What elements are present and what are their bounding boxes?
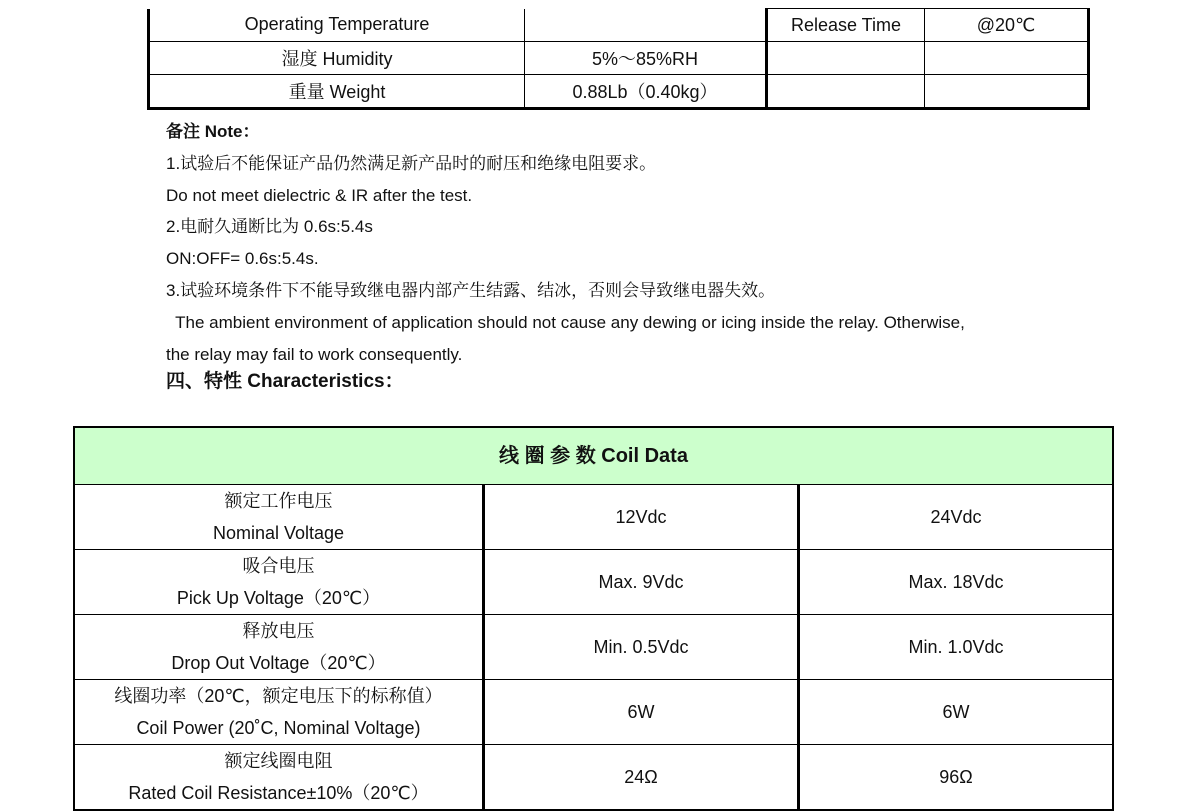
note-line: The ambient environment of application should not cause any dewing or icing inside the relay. Otherwise,: [166, 312, 965, 332]
table-row: [74, 745, 1113, 811]
table-header-row: [74, 427, 1113, 485]
spec-label: Operating Temperature: [149, 9, 525, 42]
coil-param-label: [74, 550, 484, 615]
value-24v: Max. 18Vdc: [799, 550, 1114, 615]
spec-value: [525, 9, 767, 42]
table-row: [74, 485, 1113, 550]
label-en: Coil Power (20˚C, Nominal Voltage): [136, 718, 421, 738]
value-12v: Min. 0.5Vdc: [484, 615, 799, 680]
table-row: [74, 615, 1113, 680]
note-line: 3.试验环境条件下不能导致继电器内部产生结露、结冰，否则会导致继电器失效。: [166, 280, 776, 300]
note-line: Do not meet dielectric & IR after the test.: [166, 185, 473, 205]
value-12v: 24Ω: [484, 745, 799, 811]
table-row: [149, 9, 1089, 42]
table-row: [74, 550, 1113, 615]
value-12v: 12Vdc: [484, 485, 799, 550]
label-cn: 吸合电压: [242, 556, 315, 576]
note-line: the relay may fail to work consequently.: [166, 344, 463, 364]
coil-param-label: [74, 680, 484, 745]
value-24v: 96Ω: [799, 745, 1114, 811]
spec-label: 湿度 Humidity: [149, 42, 525, 75]
spec-label: [767, 42, 925, 75]
value-24v: 6W: [799, 680, 1114, 745]
label-cn: 额定线圈电阻: [224, 751, 333, 771]
spec-value: [925, 42, 1089, 75]
section-heading: 四、特性 Characteristics：: [166, 371, 404, 392]
notes-section: [166, 116, 965, 370]
value-12v: Max. 9Vdc: [484, 550, 799, 615]
spec-value: @20℃: [925, 9, 1089, 42]
value-24v: 24Vdc: [799, 485, 1114, 550]
label-en: Rated Coil Resistance±10%（20℃）: [128, 783, 429, 803]
label-cn: 释放电压: [242, 621, 315, 641]
note-line: 2.电耐久通断比为 0.6s:5.4s: [166, 217, 373, 237]
label-en: Drop Out Voltage（20℃）: [171, 653, 386, 673]
coil-param-label: [74, 745, 484, 811]
table-row: [149, 75, 1089, 109]
spec-value: [925, 75, 1089, 109]
coil-data-table: [73, 426, 1114, 811]
spec-table: [147, 8, 1090, 110]
note-line: 1.试验后不能保证产品仍然满足新产品时的耐压和绝缘电阻要求。: [166, 153, 657, 173]
note-line: ON:OFF= 0.6s:5.4s.: [166, 249, 319, 269]
label-cn: 线圈功率（20℃，额定电压下的标称值）: [114, 686, 443, 706]
label-en: Pick Up Voltage（20℃）: [176, 588, 381, 608]
spec-label: [767, 75, 925, 109]
value-24v: Min. 1.0Vdc: [799, 615, 1114, 680]
coil-table-title: 线 圈 参 数 Coil Data: [74, 427, 1113, 485]
label-cn: 额定工作电压: [224, 491, 333, 511]
spec-label: 重量 Weight: [149, 75, 525, 109]
spec-label: Release Time: [767, 9, 925, 42]
coil-param-label: [74, 615, 484, 680]
table-row: [74, 680, 1113, 745]
label-en: Nominal Voltage: [212, 523, 345, 543]
value-12v: 6W: [484, 680, 799, 745]
spec-value: 0.88Lb（0.40kg）: [525, 75, 767, 109]
notes-heading: 备注 Note：: [166, 122, 260, 141]
coil-param-label: [74, 485, 484, 550]
table-row: [149, 42, 1089, 75]
spec-value: 5%～85%RH: [525, 42, 767, 75]
